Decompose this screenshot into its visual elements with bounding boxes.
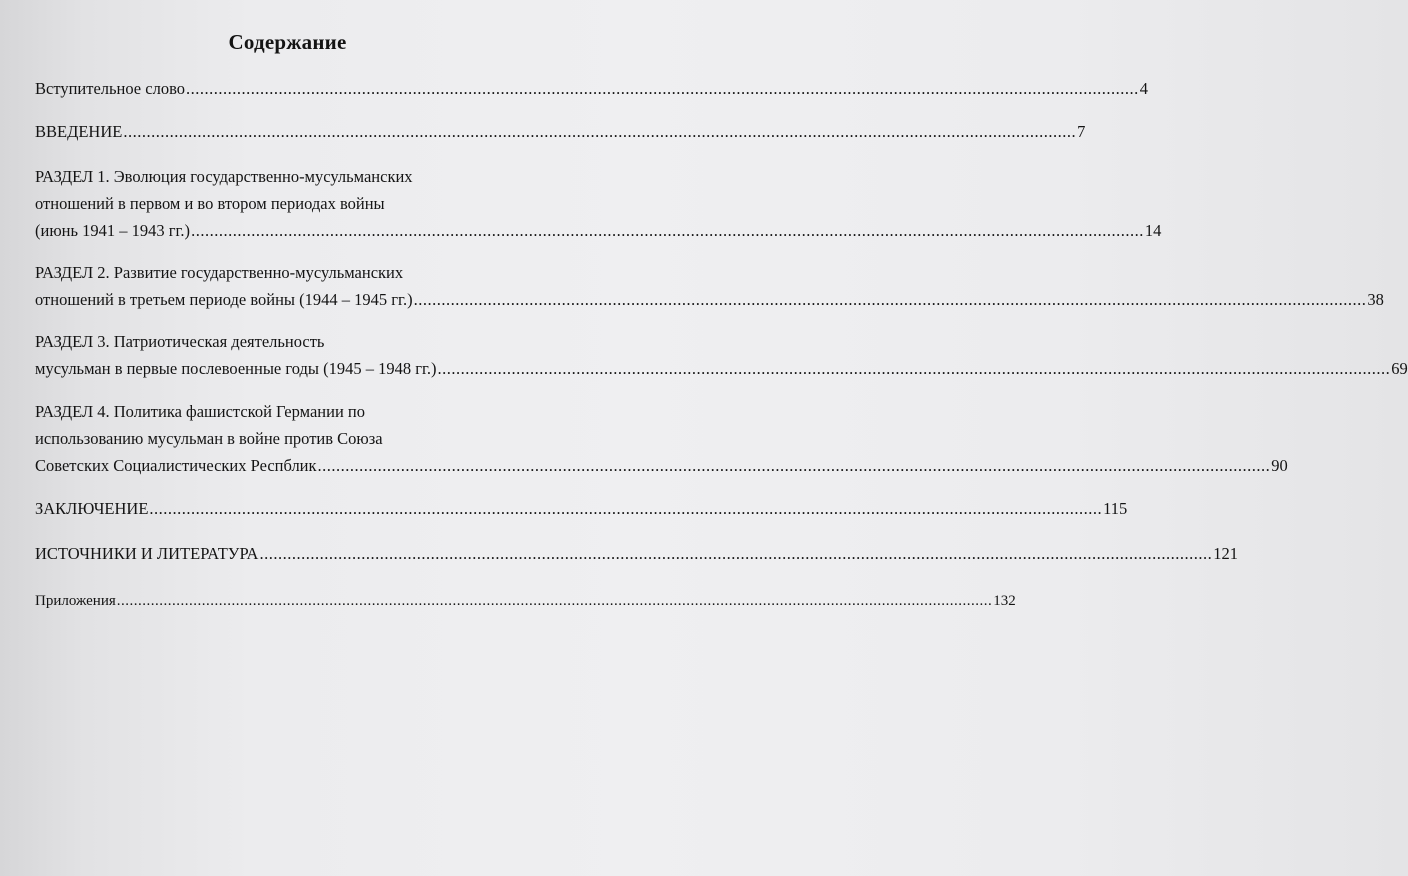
toc-entry-line: РАЗДЕЛ 4. Политика фашистской Германии по [35,402,365,421]
toc-entry-title: мусульман в первые послевоенные годы (1945 – 1948 гг.) [35,359,437,378]
toc-entry-appendices [35,588,1016,615]
toc-entry-page: 4 [1139,79,1148,98]
toc-entry-section-2 [35,259,1384,313]
toc-entry-page: 14 [1144,221,1162,240]
dot-leader: .............................................................................................................................................................................................................. [437,359,1391,378]
toc-entry-title: Советских Социалистических Респблик [35,456,317,475]
toc-entry-title: Приложения [35,593,116,609]
dot-leader: .............................................................................................................................................................................................................. [149,499,1103,518]
page-title: Содержание [228,30,347,54]
toc-entry-page: 69 [1391,359,1408,378]
dot-leader: .............................................................................................................................................................................................................. [259,544,1213,563]
toc-entry-introduction-word [35,75,1148,102]
toc-entry-title: ИСТОЧНИКИ И ЛИТЕРАТУРА [35,544,259,563]
toc-entry-page: 121 [1213,544,1238,563]
dot-leader: .............................................................................................................................................................................................................. [413,290,1367,309]
toc-entry-page: 38 [1367,290,1384,309]
toc-entry-line [35,118,1086,145]
toc-entry-section-3 [35,328,1408,382]
toc-entry-page: 132 [993,593,1016,609]
toc-entry-title: ВВЕДЕНИЕ [35,122,123,141]
dot-leader: .............................................................................................................................................................................................................. [116,593,993,609]
toc-entry-page: 115 [1103,499,1128,518]
toc-entry-title: Вступительное слово [35,79,185,98]
toc-entry-line [35,495,1128,522]
toc-entry-title: (июнь 1941 – 1943 гг.) [35,221,191,240]
toc-entry-title: ЗАКЛЮЧЕНИЕ [35,499,149,518]
toc-entry-title: отношений в третьем периоде войны (1944 – 1945 гг.) [35,290,413,309]
dot-leader: .............................................................................................................................................................................................................. [123,122,1077,141]
toc-entry-line [35,355,1408,382]
toc-entry-line [35,588,1016,615]
toc-entry-page: 90 [1271,456,1288,475]
toc-entry-line [35,452,1288,479]
toc-entry-line: РАЗДЕЛ 2. Развитие государственно-мусульманских [35,263,404,282]
toc-entry-line: РАЗДЕЛ 1. Эволюция государственно-мусульманских [35,167,413,186]
toc-entry-line: РАЗДЕЛ 3. Патриотическая деятельность [35,332,325,351]
toc-entry-page: 7 [1077,122,1086,141]
toc-entry-introduction [35,118,1086,145]
toc-entry-section-1 [35,163,1162,244]
toc-entry-line [35,286,1384,313]
toc-entry-line [35,540,1238,567]
toc-entry-section-4 [35,398,1288,479]
dot-leader: .............................................................................................................................................................................................................. [317,456,1271,475]
toc-entry-sources [35,540,1238,567]
dot-leader: .............................................................................................................................................................................................................. [186,79,1139,98]
toc-entry-line: отношений в первом и во втором периодах войны [35,194,385,213]
dot-leader: .............................................................................................................................................................................................................. [191,221,1144,240]
toc-entry-conclusion [35,495,1128,522]
toc-entry-line: использованию мусульман в войне против Союза [35,429,383,448]
toc-entry-line [35,75,1148,102]
toc-entry-line [35,217,1162,244]
